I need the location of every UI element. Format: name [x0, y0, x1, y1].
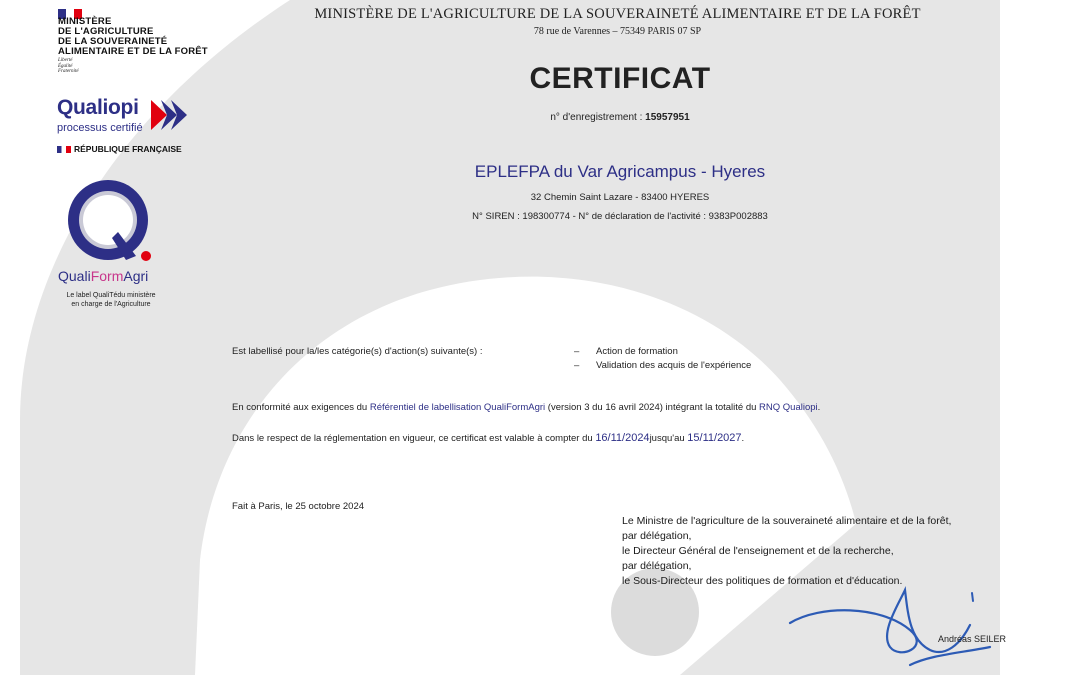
motto-line: Fraternité: [58, 69, 79, 74]
category-label: Action de formation: [596, 346, 678, 357]
reg-value: 15957951: [645, 112, 690, 123]
conformity-text: En conformité aux exigences du: [232, 402, 370, 413]
organization-siren: N° SIREN : 198300774 - N° de déclaration de l'activité : 9383P002883: [472, 211, 768, 222]
signature-block: [622, 514, 951, 589]
registration-number: [440, 112, 800, 123]
marianne-flag-icon: [58, 6, 84, 16]
signature-line: par délégation,: [622, 530, 692, 542]
validity-text: jusqu'au: [649, 433, 688, 444]
qualiopi-arrows-icon: [151, 98, 187, 132]
certificate-title: CERTIFICAT: [529, 62, 711, 95]
qualiopi-logo-title: Qualiopi: [57, 96, 139, 119]
ministry-logo-line: MINISTÈRE: [58, 16, 112, 27]
ministry-address: 78 rue de Varennes – 75349 PARIS 07 SP: [533, 26, 702, 37]
validity-text: .: [741, 433, 745, 444]
conformity-statement: [232, 402, 820, 413]
category-dash: –: [574, 346, 580, 357]
referential-name: Référentiel de labellisation QualiFormAgri: [369, 402, 546, 413]
organization-name: EPLEFPA du Var Agricampus - Hyeres: [474, 162, 766, 181]
ministry-logo-line: ALIMENTAIRE ET DE LA FORÊT: [58, 46, 208, 57]
organization-address: 32 Chemin Saint Lazare - 83400 HYERES: [530, 192, 710, 203]
french-flag-icon: [57, 146, 71, 153]
qualiopi-subtitle: processus certifié: [57, 122, 143, 134]
ministry-logo-text: [58, 17, 208, 57]
validity-start-date: 16/11/2024: [595, 432, 650, 444]
signature-line: le Sous-Directeur des politiques de formation et d'éducation.: [622, 575, 903, 587]
qualiform-part: Form: [90, 268, 124, 284]
signature-line: Le Ministre de l'agriculture de la souveraineté alimentaire et de la forêt,: [622, 515, 952, 527]
motto-line: Liberté: [58, 58, 73, 63]
republique-francaise-badge: [57, 144, 182, 154]
validity-end-date: 15/11/2027: [687, 432, 742, 444]
qualiform-part: Agri: [123, 268, 149, 284]
republic-motto: [58, 58, 79, 75]
motto-line: Égalité: [58, 63, 73, 69]
qualif-desc-line: en charge de l'Agriculture: [71, 301, 151, 308]
ministry-header: MINISTÈRE DE L'AGRICULTURE DE LA SOUVERAINETÉ ALIMENTAIRE ET DE LA FORÊT: [314, 6, 921, 22]
ministry-logo-line: DE L'AGRICULTURE: [58, 26, 154, 37]
handwritten-signature: [780, 585, 1020, 675]
conformity-text: (version 3 du 16 avril 2024) intégrant la totalité du: [545, 402, 760, 413]
conformity-text: .: [817, 402, 821, 413]
qualiformagri-description: [52, 291, 170, 309]
qualiformagri-name: [58, 268, 148, 284]
qualif-desc-line: Le label QualiTédu ministère: [66, 292, 156, 299]
validity-statement: [232, 432, 744, 444]
qualiformagri-q-logo-icon: [60, 176, 160, 266]
ministry-logo-line: DE LA SOUVERAINETÉ: [58, 36, 168, 47]
label-intro: Est labellisé pour la/les catégorie(s) d'action(s) suivante(s) :: [232, 346, 483, 357]
validity-text: Dans le respect de la réglementation en vigueur, ce certificat est valable à compter du: [232, 433, 596, 444]
rnq-name: RNQ Qualiopi: [759, 402, 818, 413]
category-dash: –: [574, 360, 580, 371]
signer-name: Andréas SEILER: [938, 634, 1007, 644]
signature-line: par délégation,: [622, 560, 692, 572]
republique-label: RÉPUBLIQUE FRANÇAISE: [74, 144, 182, 154]
signature-line: le Directeur Général de l'enseignement et de la recherche,: [622, 545, 894, 557]
qualiform-part: Quali: [58, 268, 91, 284]
category-item: [574, 346, 678, 357]
reg-label: n° d'enregistrement :: [550, 112, 646, 123]
category-item: [574, 360, 751, 371]
place-and-date: Fait à Paris, le 25 octobre 2024: [232, 501, 365, 512]
category-label: Validation des acquis de l'expérience: [596, 360, 752, 371]
